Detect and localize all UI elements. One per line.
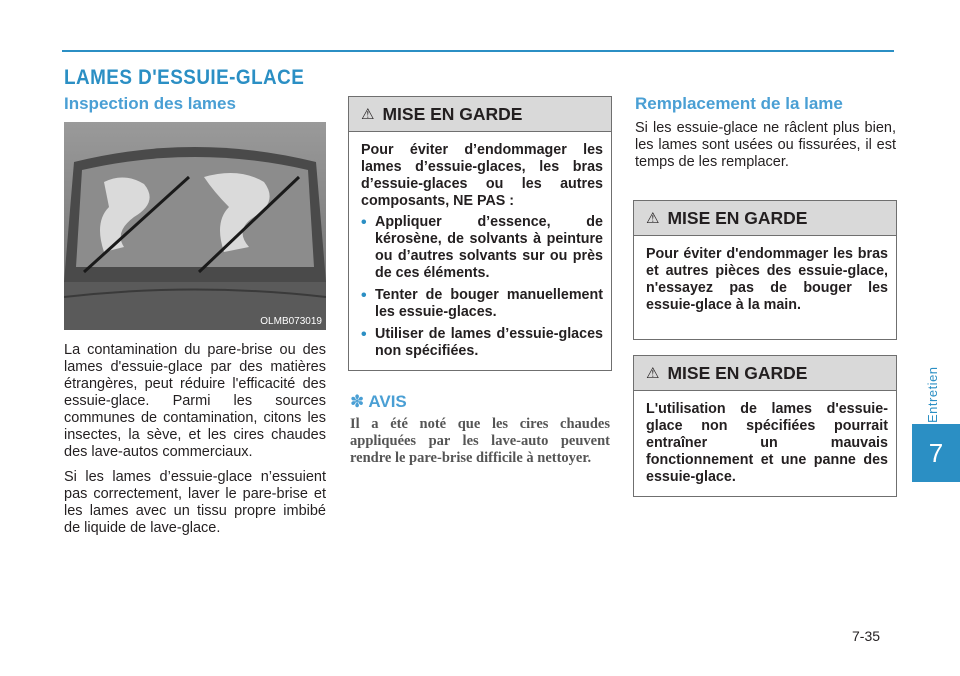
- warning-triangle-icon: ⚠: [646, 365, 660, 382]
- windshield-illustration: [64, 122, 326, 330]
- inspection-heading: Inspection des lames: [64, 94, 236, 113]
- image-code: OLMB073019: [260, 316, 322, 327]
- notice-text: Il a été noté que les cires chaudes appliquées par les lave-auto peuvent rendre le pare-brise difficile à nettoyer.: [350, 416, 610, 466]
- warning-triangle-icon: ⚠: [646, 210, 660, 227]
- warning-header-label: MISE EN GARDE: [667, 207, 808, 228]
- warning-list: [361, 214, 603, 360]
- warning-body: Pour éviter d'endommager les bras et autres pièces des essuie-glace, n'essayez pas de bouger les essuie-glace à la main.: [646, 246, 888, 313]
- inspection-paragraph-1: La contamination du pare-brise ou des lames d'essuie-glace par des matières étrangères, peut réduire l'efficacité des essuie-glace. Parmi les sources communes de contamination, citons les insectes, la sève, et les cires chaudes des lave-autos commerciaux.: [64, 342, 326, 460]
- page-number: 7-35: [852, 628, 881, 644]
- warning-body: L'utilisation de lames d'essuie-glace non spécifiées pourrait entraîner un mauvais fonctionnement et une panne des essuie-glace.: [646, 401, 888, 485]
- section-title: LAMES D'ESSUIE-GLACE: [64, 66, 305, 89]
- replacement-heading: Remplacement de la lame: [635, 94, 843, 113]
- inspection-text: [64, 342, 326, 537]
- warning-list-item: • Tenter de bouger manuellement les essuie-glaces.: [361, 287, 603, 321]
- windshield-photo: [64, 122, 326, 330]
- top-rule: [62, 50, 894, 52]
- warning-header-label: MISE EN GARDE: [382, 103, 523, 124]
- warning-body: [349, 132, 611, 373]
- warning-list-item: • Appliquer d’essence, de kérosène, de solvants à peinture ou d’autres solvants sur ou près de ces éléments.: [361, 214, 603, 282]
- warning-box-arms: [633, 200, 897, 340]
- chapter-tab[interactable]: 7: [912, 424, 960, 482]
- warning-box-solvents: [348, 96, 612, 371]
- warning-header: [634, 201, 896, 236]
- warning-header-label: MISE EN GARDE: [667, 362, 808, 383]
- warning-box-blades: [633, 355, 897, 497]
- warning-triangle-icon: ⚠: [361, 106, 375, 123]
- notice-title: ✽ AVIS: [350, 392, 407, 411]
- chapter-label: Entretien: [925, 366, 940, 424]
- warning-list-item: • Utiliser de lames d’essuie-glaces non spécifiées.: [361, 326, 603, 360]
- warning-header: [349, 97, 611, 132]
- warning-intro: Pour éviter d’endommager les lames d’essuie-glaces, les bras d’essuie-glaces ou les autres composants, NE PAS :: [361, 142, 603, 209]
- replacement-text: Si les essuie-glace ne râclent plus bien, les lames sont usées ou fissurées, il est temps de les remplacer.: [635, 120, 896, 170]
- warning-header: [634, 356, 896, 391]
- inspection-paragraph-2: Si les lames d’essuie-glace n’essuient pas correctement, laver le pare-brise et les lames avec un tissu propre imbibé de liquide de lave-glace.: [64, 469, 326, 536]
